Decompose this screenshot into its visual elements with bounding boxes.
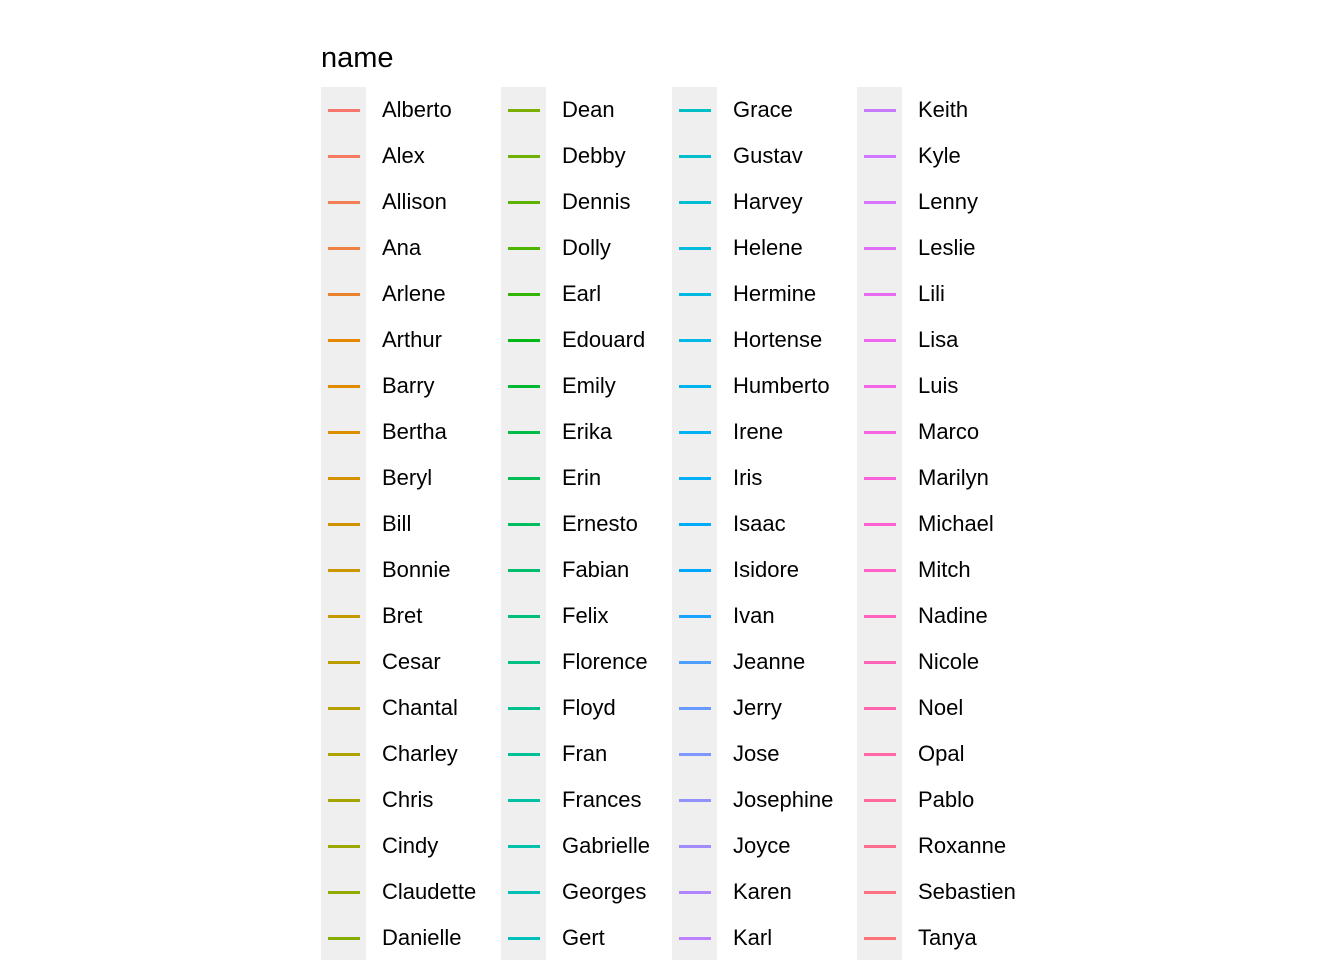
legend-entry-label: Sebastien [918, 879, 1016, 904]
legend-key [857, 271, 902, 317]
legend-column-1 [321, 87, 476, 960]
legend-entry-label: Emily [562, 373, 616, 398]
legend-entry-label: Fran [562, 741, 608, 766]
legend-entry-label: Chantal [382, 695, 458, 720]
line-swatch-icon [679, 799, 711, 802]
line-swatch-icon [508, 937, 540, 940]
line-swatch-icon [328, 937, 360, 940]
legend-key [857, 133, 902, 179]
line-swatch-icon [508, 615, 540, 618]
legend-key [672, 455, 717, 501]
legend-entry-label: Florence [562, 649, 648, 674]
legend-label-column [382, 87, 476, 960]
legend-entry-label: Claudette [382, 879, 477, 904]
line-swatch-icon [864, 891, 896, 894]
line-swatch-icon [328, 707, 360, 710]
legend-key [672, 685, 717, 731]
legend-entry-label: Luis [918, 373, 959, 398]
line-swatch-icon [679, 109, 711, 112]
legend-entry-label: Roxanne [918, 833, 1007, 858]
legend-key [672, 317, 717, 363]
line-swatch-icon [328, 431, 360, 434]
legend-key [672, 133, 717, 179]
line-swatch-icon [508, 569, 540, 572]
line-swatch-icon [328, 155, 360, 158]
legend-key [857, 501, 902, 547]
legend-entry-label: Harvey [733, 189, 803, 214]
line-swatch-icon [328, 661, 360, 664]
legend-entry-label: Iris [733, 465, 763, 490]
line-swatch-icon [328, 109, 360, 112]
line-swatch-icon [864, 845, 896, 848]
line-swatch-icon [328, 845, 360, 848]
legend-entry-label: Barry [382, 373, 435, 398]
legend-entry-label: Michael [918, 511, 994, 536]
line-swatch-icon [328, 569, 360, 572]
line-swatch-icon [679, 431, 711, 434]
line-swatch-icon [328, 293, 360, 296]
legend-key [321, 225, 366, 271]
legend-key [501, 133, 546, 179]
legend-entry-label: Humberto [733, 373, 830, 398]
legend-key [321, 271, 366, 317]
legend-key [501, 363, 546, 409]
legend-entry-label: Hortense [733, 327, 823, 352]
legend-key [321, 409, 366, 455]
legend-entry-label: Jose [733, 741, 780, 766]
line-swatch-icon [679, 155, 711, 158]
legend-key [672, 547, 717, 593]
line-swatch-icon [864, 937, 896, 940]
legend-key [501, 409, 546, 455]
legend-column-3 [672, 87, 833, 960]
legend-key [672, 731, 717, 777]
line-swatch-icon [508, 845, 540, 848]
legend-key [857, 685, 902, 731]
legend-key [857, 409, 902, 455]
line-swatch-icon [864, 201, 896, 204]
legend-entry-label: Edouard [562, 327, 646, 352]
legend-entry-label: Leslie [918, 235, 976, 260]
legend-entry-label: Alex [382, 143, 425, 168]
legend-key [501, 547, 546, 593]
legend-entry-label: Jeanne [733, 649, 806, 674]
legend-entry-label: Ivan [733, 603, 775, 628]
legend-entry-label: Floyd [562, 695, 616, 720]
line-swatch-icon [864, 247, 896, 250]
line-swatch-icon [508, 247, 540, 250]
legend-entry-label: Isidore [733, 557, 800, 582]
legend-key [857, 455, 902, 501]
line-swatch-icon [864, 523, 896, 526]
legend-entry-label: Dennis [562, 189, 631, 214]
legend-key [672, 823, 717, 869]
legend-entry-label: Tanya [918, 925, 977, 950]
legend-key [321, 87, 366, 133]
line-swatch-icon [508, 707, 540, 710]
line-swatch-icon [864, 569, 896, 572]
legend-key [321, 547, 366, 593]
legend-label-column [562, 87, 650, 960]
legend-entry-label: Grace [733, 97, 793, 122]
line-swatch-icon [508, 201, 540, 204]
legend-key [857, 225, 902, 271]
legend-key [672, 593, 717, 639]
legend-key [672, 225, 717, 271]
legend-key [501, 639, 546, 685]
legend-key [321, 685, 366, 731]
line-swatch-icon [679, 937, 711, 940]
legend-entry-label: Marilyn [918, 465, 989, 490]
legend-entry-label: Chris [382, 787, 434, 812]
line-swatch-icon [508, 661, 540, 664]
legend-entry-label: Allison [382, 189, 447, 214]
legend-entry-label: Earl [562, 281, 602, 306]
legend-entry-label: Isaac [733, 511, 786, 536]
legend-entry-label: Beryl [382, 465, 433, 490]
legend-key [501, 777, 546, 823]
line-swatch-icon [679, 477, 711, 480]
legend-entry-label: Karl [733, 925, 773, 950]
legend-key [672, 363, 717, 409]
line-swatch-icon [328, 615, 360, 618]
line-swatch-icon [328, 891, 360, 894]
line-swatch-icon [864, 431, 896, 434]
line-swatch-icon [328, 247, 360, 250]
legend-label-column [918, 87, 1016, 960]
legend-key [321, 501, 366, 547]
legend-entry-label: Bill [382, 511, 412, 536]
line-swatch-icon [328, 523, 360, 526]
line-swatch-icon [679, 247, 711, 250]
legend-entry-label: Lenny [918, 189, 978, 214]
legend-key [857, 777, 902, 823]
legend-entry-label: Charley [382, 741, 458, 766]
legend-key [501, 455, 546, 501]
line-swatch-icon [508, 431, 540, 434]
line-swatch-icon [328, 339, 360, 342]
legend-entry-label: Ernesto [562, 511, 638, 536]
line-swatch-icon [508, 385, 540, 388]
line-swatch-icon [864, 293, 896, 296]
legend-key [857, 179, 902, 225]
legend-entry-label: Marco [918, 419, 980, 444]
line-swatch-icon [679, 201, 711, 204]
line-swatch-icon [508, 477, 540, 480]
legend-entry-label: Bertha [382, 419, 447, 444]
legend-key [321, 593, 366, 639]
legend-entry-label: Lili [918, 281, 945, 306]
legend-entry-label: Bret [382, 603, 423, 628]
legend-entry-label: Gert [562, 925, 605, 950]
legend-entry-label: Keith [918, 97, 969, 122]
legend-key [672, 777, 717, 823]
legend-entry-label: Dean [562, 97, 615, 122]
legend-entry-label: Fabian [562, 557, 630, 582]
legend-entry-label: Gabrielle [562, 833, 651, 858]
legend-key [501, 225, 546, 271]
legend-key-column [672, 87, 717, 960]
legend-key [501, 685, 546, 731]
legend-key [501, 915, 546, 960]
line-swatch-icon [679, 707, 711, 710]
line-swatch-icon [508, 293, 540, 296]
legend-entry-label: Mitch [918, 557, 971, 582]
line-swatch-icon [508, 109, 540, 112]
legend-key [501, 823, 546, 869]
legend-key [501, 869, 546, 915]
line-swatch-icon [864, 707, 896, 710]
legend-key-column [321, 87, 366, 960]
legend-key [321, 869, 366, 915]
legend-key [501, 317, 546, 363]
legend-key [501, 87, 546, 133]
legend-key [321, 915, 366, 960]
legend-entry-label: Georges [562, 879, 647, 904]
legend-entry-label: Alberto [382, 97, 452, 122]
legend-entry-label: Debby [562, 143, 626, 168]
legend-entry-label: Pablo [918, 787, 975, 812]
legend-entry-label: Nicole [918, 649, 980, 674]
legend-key [672, 869, 717, 915]
legend-entry-label: Felix [562, 603, 609, 628]
legend-entry-label: Bonnie [382, 557, 451, 582]
line-swatch-icon [328, 201, 360, 204]
line-swatch-icon [679, 523, 711, 526]
line-swatch-icon [508, 155, 540, 158]
line-swatch-icon [679, 569, 711, 572]
legend-key [672, 409, 717, 455]
line-swatch-icon [679, 339, 711, 342]
legend-entry-label: Arthur [382, 327, 442, 352]
line-swatch-icon [508, 799, 540, 802]
legend-key [857, 317, 902, 363]
legend-entry-label: Gustav [733, 143, 803, 168]
legend-entry-label: Hermine [733, 281, 817, 306]
legend-entry-label: Joyce [733, 833, 791, 858]
line-swatch-icon [679, 891, 711, 894]
legend-entry-label: Cindy [382, 833, 439, 858]
legend-entry-label: Karen [733, 879, 792, 904]
legend-key [857, 731, 902, 777]
legend-key [857, 869, 902, 915]
legend-key [501, 179, 546, 225]
line-swatch-icon [679, 615, 711, 618]
legend-entry-label: Irene [733, 419, 784, 444]
legend-entry-label: Noel [918, 695, 964, 720]
legend-key [321, 133, 366, 179]
line-swatch-icon [679, 385, 711, 388]
legend-entry-label: Danielle [382, 925, 462, 950]
legend-key [501, 593, 546, 639]
legend-key [857, 363, 902, 409]
legend-entry-label: Frances [562, 787, 642, 812]
legend-entry-label: Cesar [382, 649, 441, 674]
legend-key-column [501, 87, 546, 960]
line-swatch-icon [864, 615, 896, 618]
legend-key [321, 179, 366, 225]
legend-key [501, 501, 546, 547]
legend-key [857, 823, 902, 869]
legend-entry-label: Opal [918, 741, 965, 766]
legend-entry-label: Arlene [382, 281, 446, 306]
line-swatch-icon [864, 661, 896, 664]
legend-entry-label: Lisa [918, 327, 959, 352]
legend-key-column [857, 87, 902, 960]
line-swatch-icon [328, 385, 360, 388]
legend-key [857, 547, 902, 593]
legend-entry-label: Dolly [562, 235, 611, 260]
legend-key [672, 639, 717, 685]
line-swatch-icon [864, 477, 896, 480]
legend-title: name [321, 42, 394, 74]
legend-key [321, 823, 366, 869]
line-swatch-icon [864, 799, 896, 802]
legend-entry-label: Kyle [918, 143, 961, 168]
line-swatch-icon [679, 845, 711, 848]
line-swatch-icon [328, 753, 360, 756]
legend-key [857, 593, 902, 639]
legend-entry-label: Erika [562, 419, 613, 444]
legend-column-2 [501, 87, 650, 960]
line-swatch-icon [508, 891, 540, 894]
legend-entry-label: Nadine [918, 603, 988, 628]
legend-key [672, 915, 717, 960]
legend-key [672, 87, 717, 133]
legend-key [321, 731, 366, 777]
line-swatch-icon [328, 799, 360, 802]
legend-key [501, 271, 546, 317]
legend-entry-label: Jerry [733, 695, 782, 720]
legend-key [857, 639, 902, 685]
legend-label-column [733, 87, 833, 960]
line-swatch-icon [508, 523, 540, 526]
line-swatch-icon [864, 109, 896, 112]
legend-key [321, 639, 366, 685]
legend-key [501, 731, 546, 777]
legend-key [857, 87, 902, 133]
line-swatch-icon [679, 293, 711, 296]
legend-key [321, 363, 366, 409]
legend-key [672, 501, 717, 547]
line-swatch-icon [508, 339, 540, 342]
legend-entry-label: Erin [562, 465, 602, 490]
legend-entry-label: Ana [382, 235, 422, 260]
line-swatch-icon [864, 339, 896, 342]
line-swatch-icon [679, 753, 711, 756]
legend-entry-label: Josephine [733, 787, 834, 812]
legend-key [672, 271, 717, 317]
legend-key [321, 455, 366, 501]
line-swatch-icon [328, 477, 360, 480]
line-swatch-icon [679, 661, 711, 664]
legend-key [672, 179, 717, 225]
legend-key [321, 777, 366, 823]
legend-column-4 [857, 87, 1016, 960]
legend-key [857, 915, 902, 960]
line-swatch-icon [508, 753, 540, 756]
line-swatch-icon [864, 155, 896, 158]
line-swatch-icon [864, 753, 896, 756]
legend-entry-label: Helene [733, 235, 803, 260]
line-swatch-icon [864, 385, 896, 388]
legend-key [321, 317, 366, 363]
